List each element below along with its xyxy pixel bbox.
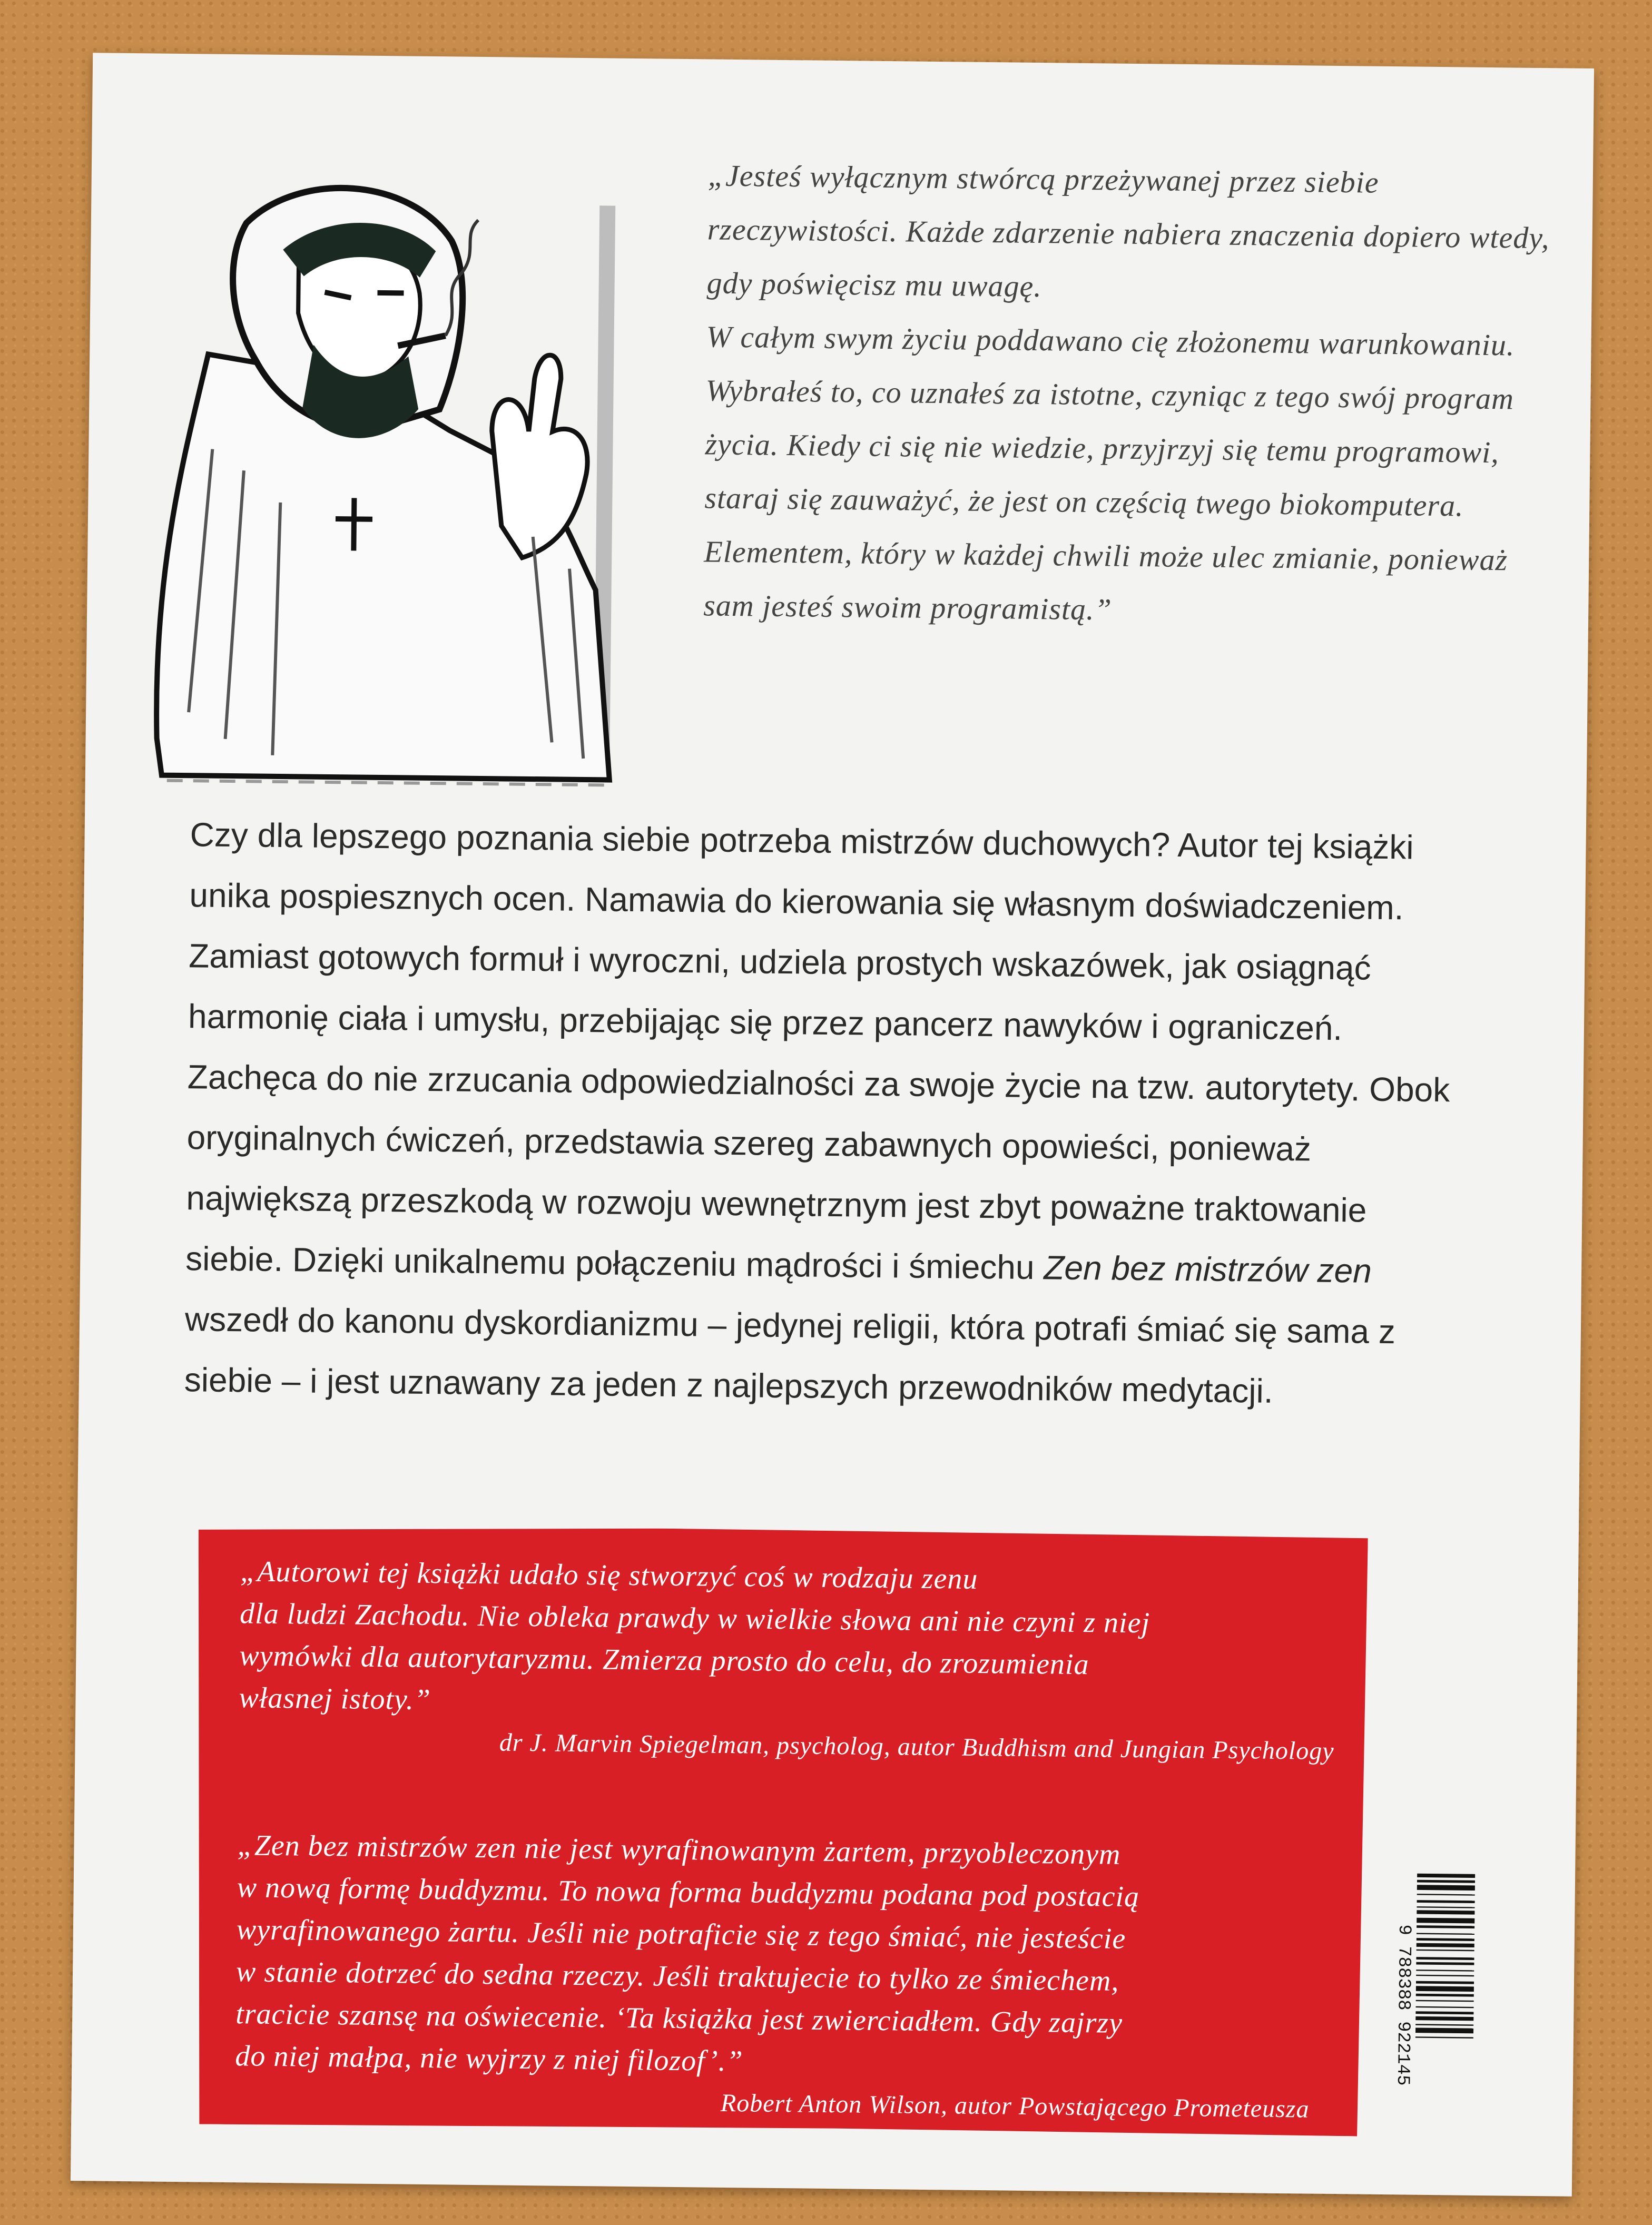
blurb-quote-2 bbox=[234, 1824, 1344, 2131]
description-text bbox=[184, 804, 1465, 1423]
blurb2-line: „Zen bez mistrzów zen nie jest wyrafinowanym żartem, przyobleczonym bbox=[237, 1829, 1121, 1871]
blurb1-line: dla ludzi Zachodu. Nie obleka prawdy w wielkie słowa ani nie czyni z niej bbox=[239, 1597, 1150, 1640]
blurb2-line: tracicie szansę na oświecenie. ‘Ta książka jest zwierciadłem. Gdy zajrzy bbox=[235, 1997, 1123, 2040]
description-book-title: Zen bez mistrzów zen bbox=[1043, 1248, 1372, 1290]
blurb2-author: Robert Anton Wilson, autor bbox=[720, 2089, 1019, 2120]
description-part1: Czy dla lepszego poznania siebie potrzeba mistrzów duchowych? Autor tej książki unika pospiesznych ocen. Namawia do kierowania się własnym doświadczeniem. Zamiast gotowych formuł i wyroczni, udziela prostych wskazówek, jak osiągnąć harmonię ciała i umysłu, przebijając się przez pancerz nawyków i ograniczeń. Zachęca do nie zrzucania odpowiedzialności za swoje życie na tzw. autorytety. Obok oryginalnych ćwiczeń, przedstawia szereg zabawnych opowieści, ponieważ największą przeszkodą w rozwoju wewnętrznym jest zbyt poważne traktowanie siebie. Dzięki unikalnemu połączeniu mądrości i śmiechu bbox=[185, 815, 1450, 1287]
blurb2-line: do niej małpa, nie wyjrzy z niej filozof’.” bbox=[235, 2040, 744, 2078]
epigraph-quote: „Jesteś wyłącznym stwórcą przeżywanej przez siebie rzeczywistości. Każde zdarzenie nabiera znaczenia dopiero wtedy, gdy poświęcisz mu uwagę. W całym swym życiu poddawano cię złożonemu warunkowaniu. Wybrałeś to, co uznałeś za istotne, czyniąc z tego swój program życia. Kiedy ci się nie wiedzie, przyjrzyj się temu programowi, staraj się zauważyć, że jest on częścią twego biokomputera. Elementem, który w każdej chwili może ulec zmianie, ponieważ sam jesteś swoim programistą.” bbox=[703, 158, 1550, 627]
hooded-figure-illustration bbox=[119, 132, 732, 808]
barcode-digits: 9 788388 922145 bbox=[1392, 1924, 1414, 2086]
blurb1-line: własnej istoty.” bbox=[239, 1681, 431, 1717]
blurb2-line: w nową formę buddyzmu. To nowa forma buddyzmu podana pod postacią bbox=[237, 1871, 1140, 1914]
blurb1-author: dr J. Marvin Spiegelman, psycholog, autor bbox=[499, 1728, 962, 1761]
book-back-cover bbox=[71, 53, 1594, 2197]
blurb1-work: Buddhism and Jungian Psychology bbox=[961, 1733, 1334, 1766]
blurb2-work: Powstającego Prometeusza bbox=[1018, 2092, 1310, 2123]
blurb1-line: „Autorowi tej książki udało się stworzyć coś w rodzaju zenu bbox=[240, 1555, 978, 1596]
blurb-quote-1 bbox=[238, 1550, 1346, 1773]
blurb2-line: wyrafinowanego żartu. Jeśli nie potraficie się z tego śmiać, nie jesteście bbox=[236, 1913, 1126, 1955]
isbn-barcode bbox=[1383, 1868, 1480, 2143]
blurb1-line: wymówki dla autorytaryzmu. Zmierza prosto do celu, do zrozumienia bbox=[239, 1639, 1089, 1681]
description-part2: wszedł do kanonu dyskordianizmu – jedynej religii, która potrafi śmiać się sama z siebie – i jest uznawany za jeden z najlepszych przewodników medytacji. bbox=[184, 1300, 1396, 1410]
blurb2-line: w stanie dotrzeć do sedna rzeczy. Jeśli traktujecie to tylko ze śmiechem, bbox=[235, 1955, 1119, 1997]
